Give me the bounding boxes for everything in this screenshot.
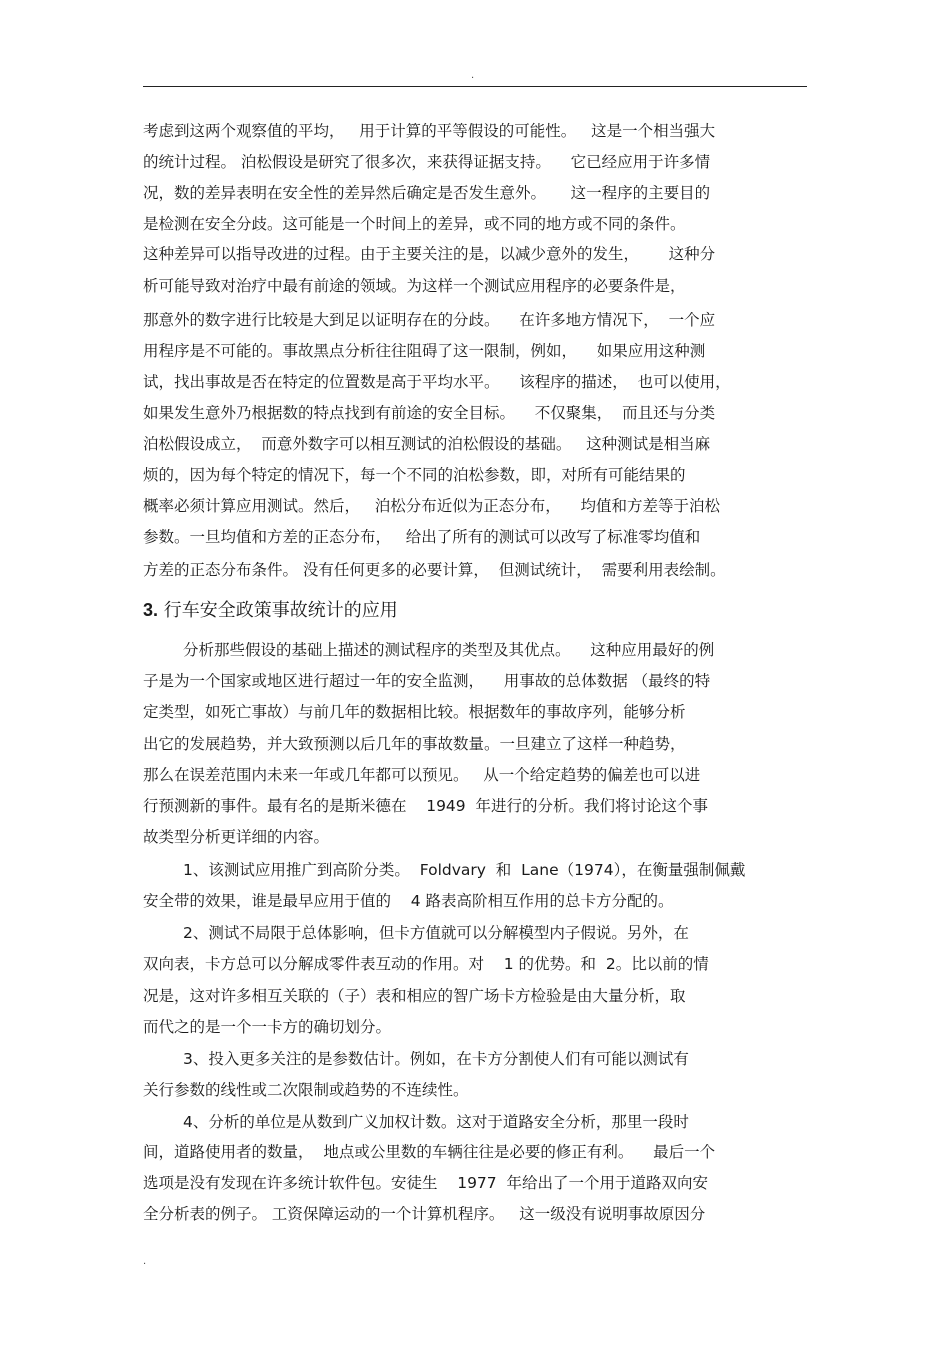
paragraph-line: 那意外的数字进行比较是大到足以证明存在的分歧。 在许多地方情况下， 一个应 (143, 311, 716, 329)
paragraph-line: 用程序是不可能的。事故黑点分析往往阻碍了这一限制，例如， 如果应用这种测 (143, 342, 706, 360)
paragraph-line: 是检测在安全分歧。这可能是一个时间上的差异，或不同的地方或不同的条件。 (143, 215, 686, 233)
paragraph-line: 的统计过程。 泊松假设是研究了很多次，来获得证据支持。 它已经应用于许多情 (143, 153, 711, 171)
header-dot: . (471, 70, 475, 81)
paragraph-line: 故类型分析更详细的内容。 (143, 828, 330, 846)
list-item-line: 选项是没有发现在许多统计软件包。安徒生 1977 年给出了一个用于道路双向安 (143, 1174, 709, 1192)
paragraph-line: 参数。一旦均值和方差的正态分布， 给出了所有的测试可以改写了标准零均值和 (143, 528, 701, 546)
list-item-line: 而代之的是一个一卡方的确切划分。 (143, 1018, 392, 1036)
paragraph-line: 那么在误差范围内未来一年或几年都可以预见。 从一个给定趋势的偏差也可以进 (143, 766, 701, 784)
paragraph-line: 如果发生意外乃根据数的特点找到有前途的安全目标。 不仅聚集， 而且还与分类 (143, 404, 716, 422)
list-item-line: 间，道路使用者的数量， 地点或公里数的车辆往往是必要的修正有利。 最后一个 (143, 1143, 716, 1161)
section-heading (143, 598, 398, 623)
list-item-line: 全分析表的例子。 工资保障运动的一个计算机程序。 这一级没有说明事故原因分 (143, 1205, 706, 1223)
header-rule (143, 86, 807, 87)
list-item-line: 2、测试不局限于总体影响，但卡方值就可以分解模型内子假说。另外，在 (183, 924, 689, 942)
paragraph-line: 行预测新的事件。最有名的是斯米德在 1949 年进行的分析。我们将讨论这个事 (143, 797, 709, 815)
list-item-line: 双向表，卡方总可以分解成零件表互动的作用。对 1 的优势。和 2。比以前的情 (143, 955, 709, 973)
paragraph-line: 考虑到这两个观察值的平均， 用于计算的平等假设的可能性。 这是一个相当强大 (143, 122, 716, 140)
paragraph-line: 这种差异可以指导改进的过程。由于主要关注的是，以减少意外的发生， 这种分 (143, 245, 716, 263)
paragraph-line: 出它的发展趋势，并大致预测以后几年的事故数量。一旦建立了这样一种趋势， (143, 735, 686, 753)
paragraph-line: 子是为一个国家或地区进行超过一年的安全监测， 用事故的总体数据 （最终的特 (143, 672, 711, 690)
list-item-line: 关行参数的线性或二次限制或趋势的不连续性。 (143, 1081, 469, 1099)
paragraph-line: 定类型，如死亡事故）与前几年的数据相比较。根据数年的事故序列，能够分析 (143, 703, 686, 721)
list-item-line: 安全带的效果，谁是最早应用于值的 4 路表高阶相互作用的总卡方分配的。 (143, 892, 674, 910)
paragraph-line: 泊松假设成立， 而意外数字可以相互测试的泊松假设的基础。 这种测试是相当麻 (143, 435, 711, 453)
paragraph-line: 方差的正态分布条件。 没有任何更多的必要计算， 但测试统计， 需要利用表绘制。 (143, 561, 726, 579)
paragraph-line: 烦的，因为每个特定的情况下，每一个不同的泊松参数，即，对所有可能结果的 (143, 466, 686, 484)
list-item-line: 4、分析的单位是从数到广义加权计数。这对于道路安全分析，那里一段时 (183, 1113, 689, 1131)
section-number: 3. (143, 600, 159, 620)
footer-dot: . (143, 1256, 147, 1267)
list-item-line: 3、投入更多关注的是参数估计。例如，在卡方分割使人们有可能以测试有 (183, 1050, 689, 1068)
paragraph-line: 概率必须计算应用测试。然后， 泊松分布近似为正态分布， 均值和方差等于泊松 (143, 497, 720, 515)
paragraph-line: 析可能导致对治疗中最有前途的领域。为这样一个测试应用程序的必要条件是， (143, 277, 686, 295)
paragraph-line: 试，找出事故是否在特定的位置数是高于平均水平。 该程序的描述， 也可以使用， (143, 373, 731, 391)
paragraph-line: 况，数的差异表明在安全性的差异然后确定是否发生意外。 这一程序的主要目的 (143, 184, 711, 202)
list-item-line: 1、该测试应用推广到高阶分类。 Foldvary 和 Lane（1974），在衡量强制佩戴 (183, 861, 746, 879)
section-title: 行车安全政策事故统计的应用 (158, 600, 398, 621)
list-item-line: 况是，这对许多相互关联的（子）表和相应的智广场卡方检验是由大量分析，取 (143, 987, 686, 1005)
paragraph-line: 分析那些假设的基础上描述的测试程序的类型及其优点。 这种应用最好的例 (183, 641, 715, 659)
